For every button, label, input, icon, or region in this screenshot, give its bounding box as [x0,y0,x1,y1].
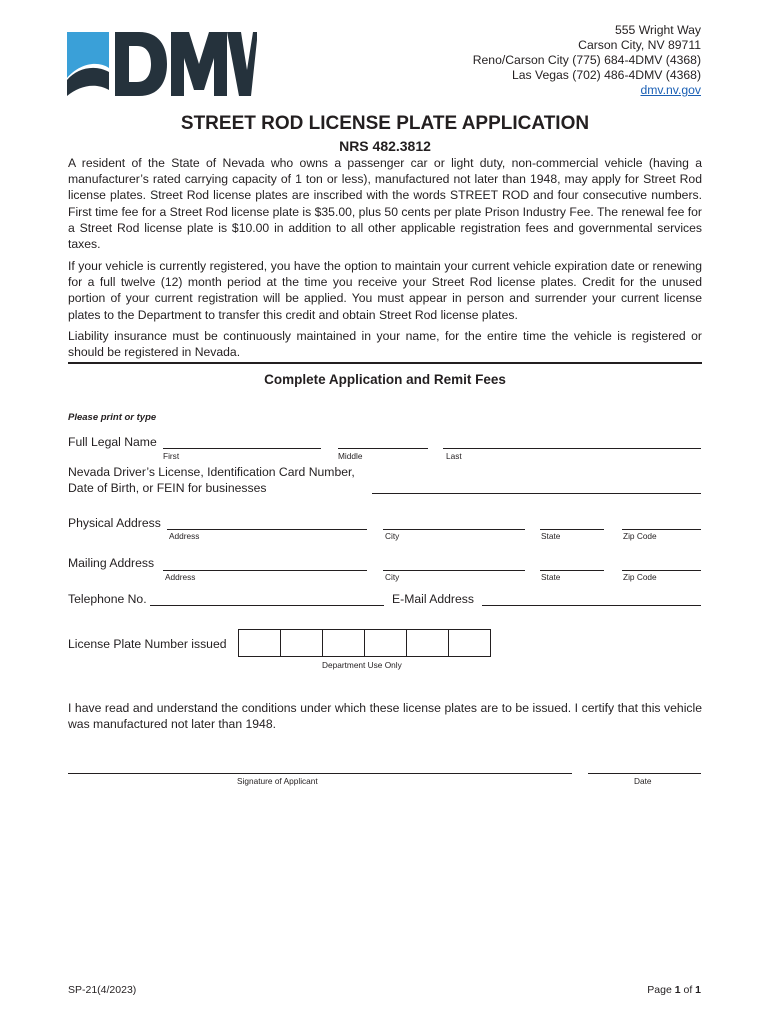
page-of: of [680,984,696,996]
last-name-field[interactable] [443,448,701,449]
physical-city-field[interactable] [383,529,525,530]
mailing-zip-field[interactable] [622,570,701,571]
middle-name-field[interactable] [338,448,428,449]
physical-address-caption: Address [169,531,200,541]
telephone-label: Telephone No. [68,592,147,606]
page-indicator [647,984,701,996]
plate-number-label: License Plate Number issued [68,637,227,651]
plate-digit-box[interactable] [238,629,281,657]
registration-paragraph: If your vehicle is currently registered, you have the option to maintain your current vehicle expiration date or renewing for a full twelve (12) month period at the time you receive your Street Rod license plates. Credit for the unused portion of your current registration will be applied. You must appear in person and surrender your current license plates to the Department to transfer this credit and obtain Street Rod license plates. [68,259,702,322]
mailing-state-caption: State [541,572,561,582]
dmv-logo-graphic [67,30,257,98]
physical-street-field[interactable] [167,529,367,530]
mailing-city-field[interactable] [383,570,525,571]
website-link[interactable]: dmv.nv.gov [640,83,701,97]
plate-digit-box[interactable] [280,629,323,657]
page-prefix: Page [647,984,675,996]
page-total: 1 [695,984,701,996]
page-current: 1 [674,984,681,996]
section-title: Complete Application and Remit Fees [264,372,506,387]
full-name-label: Full Legal Name [68,435,157,449]
email-label: E-Mail Address [392,592,474,606]
statute-reference: NRS 482.3812 [339,138,431,154]
license-number-label-line2: Date of Birth, or FEIN for businesses [68,481,267,495]
address-line: Las Vegas (702) 486-4DMV (4368) [511,68,701,82]
physical-state-field[interactable] [540,529,604,530]
last-name-caption: Last [446,451,462,461]
telephone-field[interactable] [150,605,384,606]
physical-zip-caption: Zip Code [623,531,657,541]
dmv-logo [67,30,257,98]
mailing-zip-caption: Zip Code [623,572,657,582]
license-number-label-line1: Nevada Driver’s License, Identification Card Number, [68,465,355,479]
address-line: Carson City, NV 89711 [578,38,701,52]
certification-statement: I have read and understand the conditions under which these license plates are to be issued. I certify that this vehicle was manufactured not later than 1948. [68,701,702,732]
email-field[interactable] [482,605,701,606]
physical-state-caption: State [541,531,561,541]
first-name-caption: First [163,451,180,461]
intro-paragraph: A resident of the State of Nevada who owns a passenger car or light duty, non-commercial vehicle (having a manufacturer’s rated carrying capacity of 1 ton or less), manufactured not later than 1948, may apply for Street Rod license plates. Street Rod license plates are inscribed with the words STREET ROD and four consecutive numbers. First time fee for a Street Rod license plate is $35.00, plus 50 cents per plate Prison Industry Fee. The renewal fee for a Street Rod license plate is $10.00 in addition to all other applicable registration fees and governmental services taxes. [68,156,702,252]
form-title: STREET ROD LICENSE PLATE APPLICATION [180,113,590,134]
section-divider [68,362,702,364]
physical-city-caption: City [385,531,400,541]
plate-digit-box[interactable] [364,629,407,657]
department-use-caption: Department Use Only [322,660,402,670]
signature-caption: Signature of Applicant [237,776,318,786]
license-number-field[interactable] [372,493,701,494]
plate-digit-box[interactable] [322,629,365,657]
address-line: Reno/Carson City (775) 684-4DMV (4368) [472,53,701,67]
insurance-paragraph: Liability insurance must be continuously maintained in your name, for the entire time the vehicle is registered or should be registered in Nevada. [68,329,702,360]
mailing-city-caption: City [385,572,400,582]
plate-digit-box[interactable] [406,629,449,657]
mailing-state-field[interactable] [540,570,604,571]
plate-digit-box[interactable] [448,629,491,657]
mailing-street-field[interactable] [163,570,367,571]
print-instruction: Please print or type [68,412,157,423]
first-name-field[interactable] [163,448,321,449]
agency-address [473,23,701,98]
physical-address-label: Physical Address [68,516,161,530]
address-line: 555 Wright Way [614,23,701,37]
date-field[interactable] [588,773,701,774]
middle-name-caption: Middle [338,451,363,461]
signature-field[interactable] [68,773,572,774]
form-number: SP-21(4/2023) [68,984,137,996]
mailing-address-caption: Address [165,572,196,582]
physical-zip-field[interactable] [622,529,701,530]
mailing-address-label: Mailing Address [68,556,155,570]
date-caption: Date [634,776,652,786]
